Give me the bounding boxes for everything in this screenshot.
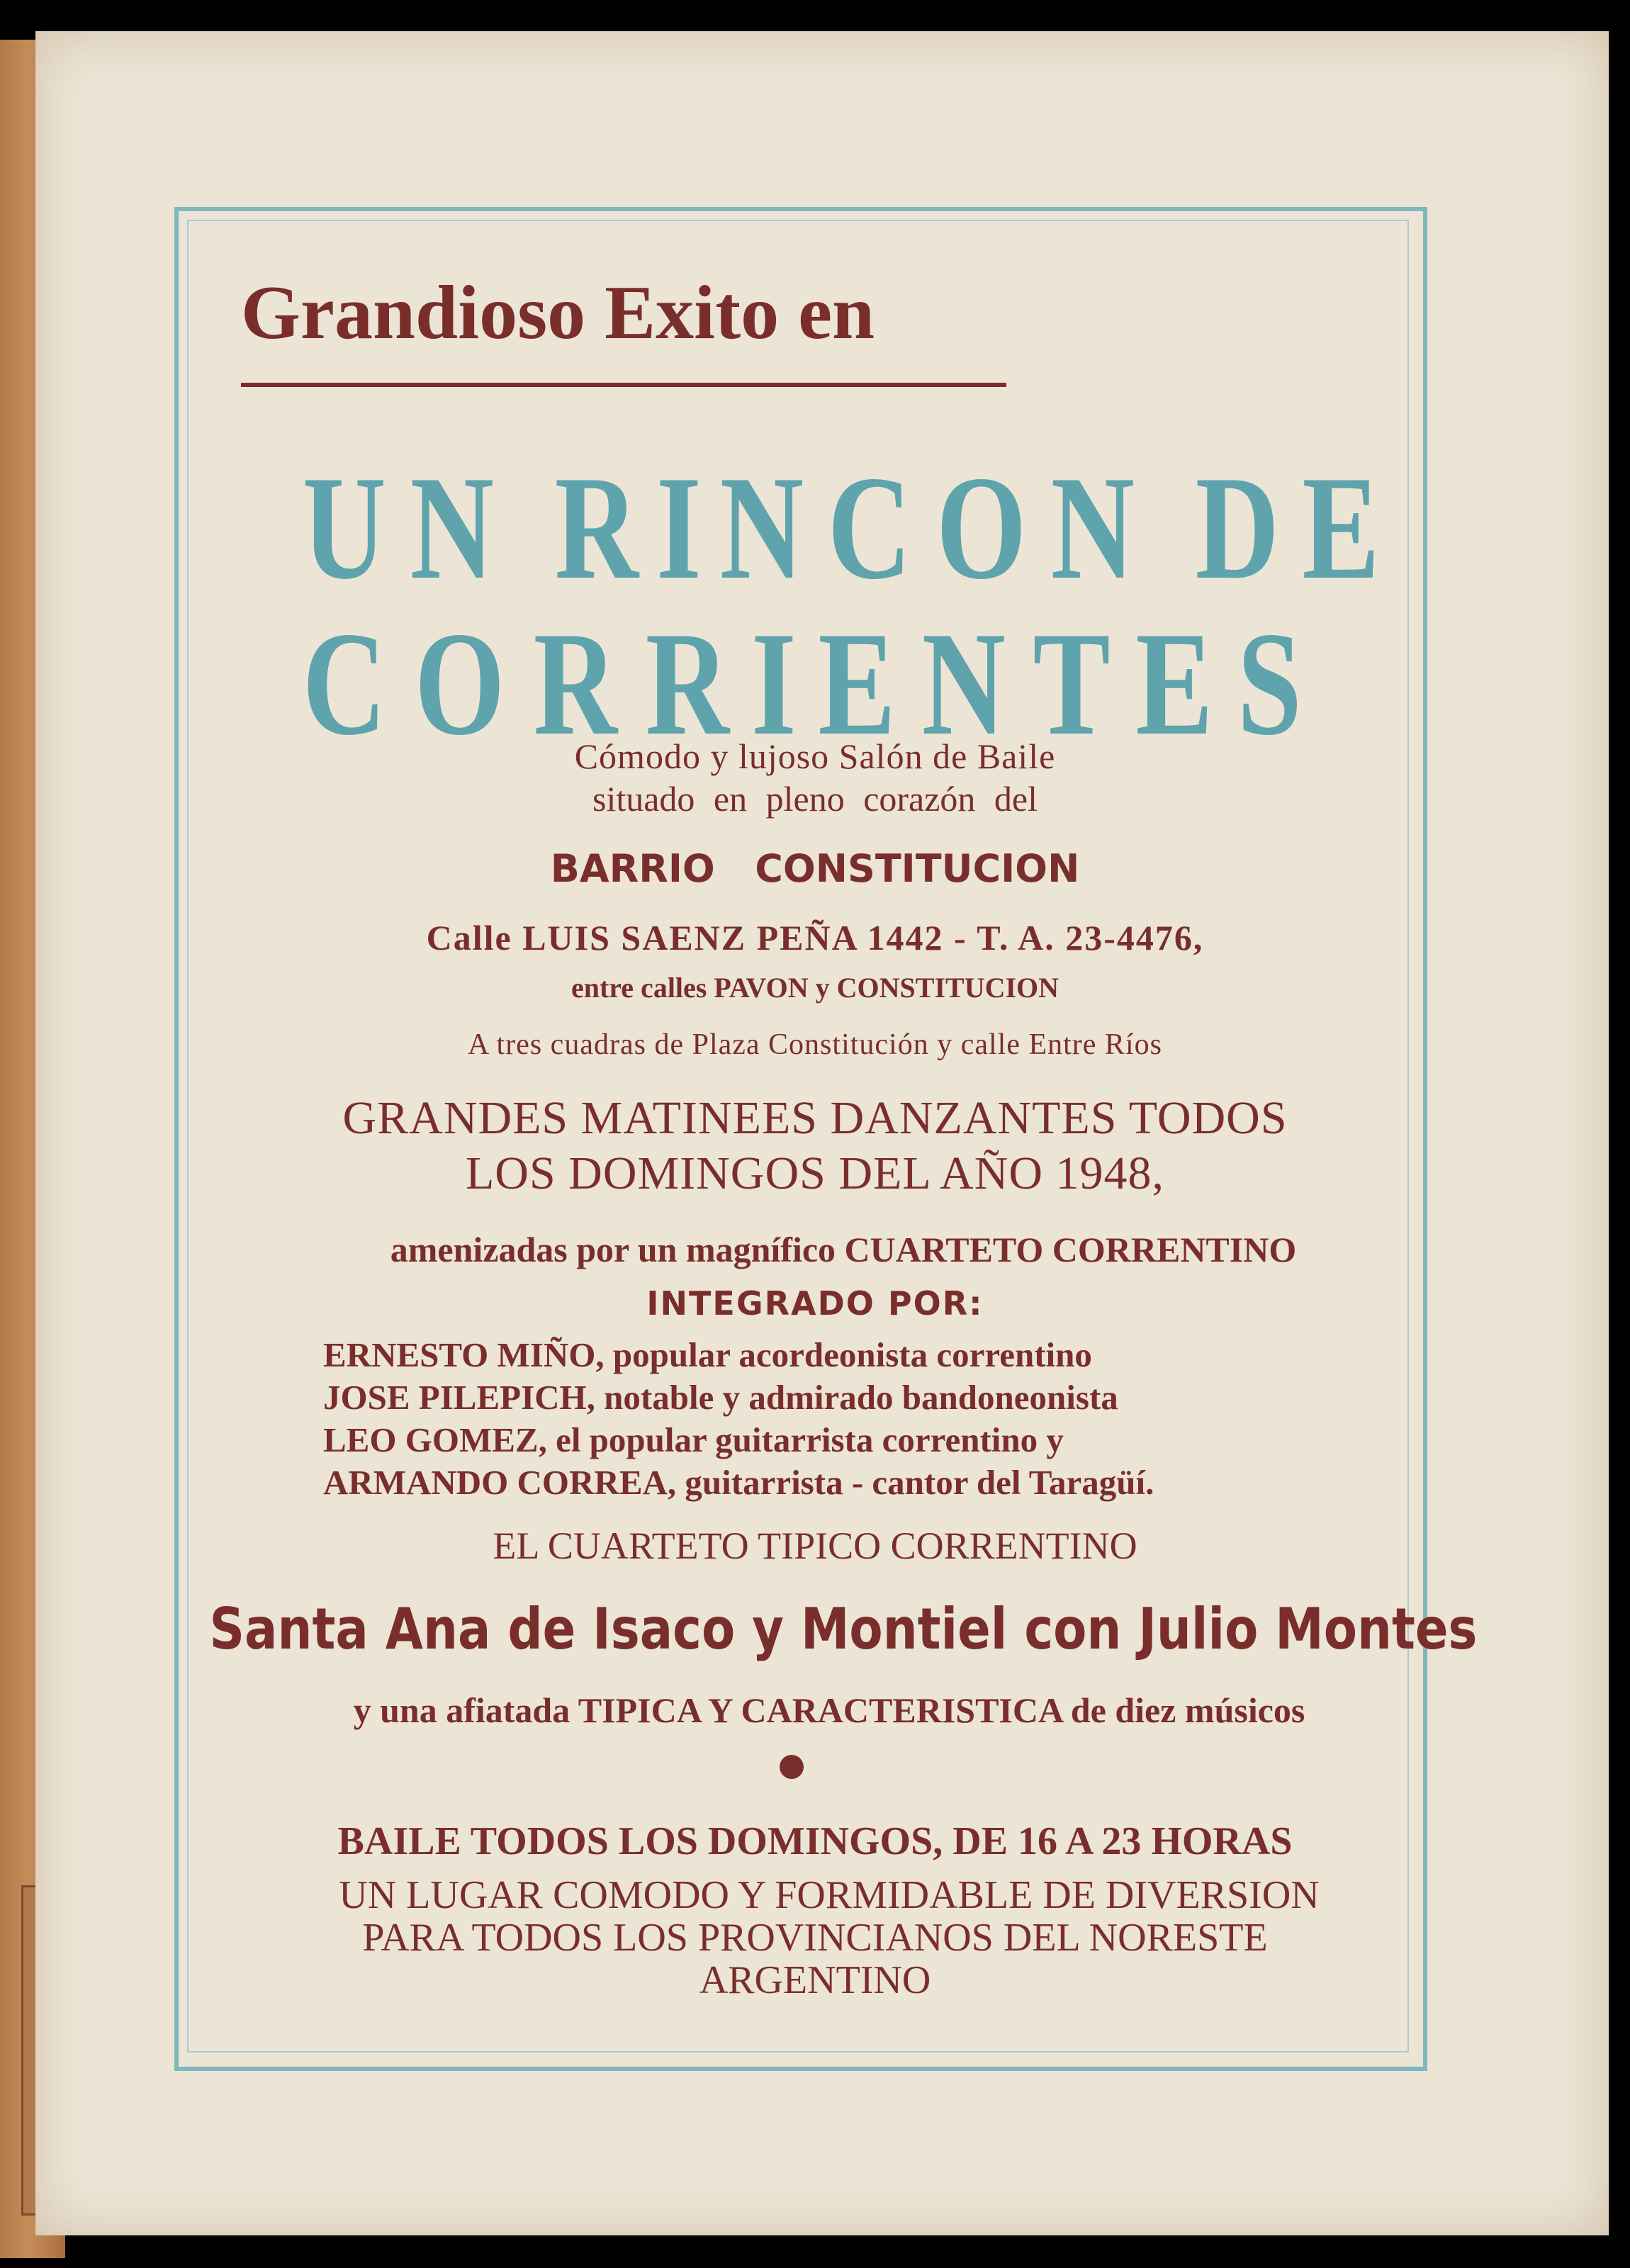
title-letter: E (1302, 446, 1380, 610)
closing-line-1: UN LUGAR COMODO Y FORMIDABLE DE DIVERSION (339, 1873, 1320, 1917)
title-letter: N (719, 446, 804, 610)
member-item: JOSE PILEPICH, notable y admirado bandoneonista (323, 1378, 1118, 1417)
title-letter: I (751, 602, 797, 766)
title-letter: N (410, 446, 494, 610)
title-letter: I (656, 446, 702, 610)
title-letter: R (554, 446, 639, 610)
matinees-line-1: GRANDES MATINEES DANZANTES TODOS (342, 1092, 1288, 1144)
title-letter: S (1237, 602, 1303, 766)
description-line-2: situado en pleno corazón del (592, 779, 1038, 819)
title-letter: E (817, 602, 896, 766)
title-letter: U (302, 446, 386, 610)
members-list (323, 1334, 1154, 1504)
title-letter (510, 454, 539, 602)
title-letter: D (1195, 446, 1280, 610)
schedule: BAILE TODOS LOS DOMINGOS, DE 16 A 23 HORAS (337, 1819, 1293, 1863)
member-item: ARMANDO CORREA, guitarrista - cantor del Taragüí. (323, 1463, 1154, 1502)
title-letter: R (534, 602, 618, 766)
title-line-1 (291, 446, 1380, 610)
distance-note: A tres cuadras de Plaza Constitución y calle Entre Ríos (468, 1028, 1162, 1061)
matinees-line-2: LOS DOMINGOS DEL AÑO 1948, (465, 1147, 1165, 1199)
description-line-1: Cómodo y lujoso Salón de Baile (574, 736, 1056, 776)
bullet-dot (780, 1755, 804, 1779)
title-letter: O (415, 602, 505, 766)
title-letter: C (827, 446, 911, 610)
title-letter: R (645, 602, 729, 766)
title-letter: N (921, 602, 1006, 766)
closing-line-3: ARGENTINO (699, 1958, 931, 2002)
orchestra-note: y una afiatada TIPICA Y CARACTERISTICA de diez músicos (353, 1690, 1305, 1730)
title-letter (1150, 454, 1179, 602)
typical-quartet: EL CUARTETO TIPICO CORRENTINO (493, 1525, 1137, 1567)
headline: Grandioso Exito en (241, 271, 875, 355)
title-letter: C (302, 602, 386, 766)
barrio: BARRIO CONSTITUCION (550, 846, 1080, 891)
closing-line-2: PARA TODOS LOS PROVINCIANOS DEL NORESTE (362, 1916, 1268, 1960)
member-item: LEO GOMEZ, el popular guitarrista correntino y (323, 1420, 1064, 1459)
headline-underline (241, 383, 1006, 387)
title-letter: N (1050, 446, 1135, 610)
integrated-by: INTEGRADO POR: (646, 1284, 984, 1323)
title-letter: T (1033, 602, 1111, 766)
member-item: ERNESTO MIÑO, popular acordeonista correntino (323, 1335, 1092, 1374)
quartet-intro: amenizadas por un magnífico CUARTETO CORRENTINO (390, 1230, 1297, 1269)
featured-artists: Santa Ana de Isaco y Montiel con Julio Montes (209, 1596, 1478, 1662)
title-letter: O (935, 446, 1026, 610)
title-letter: E (1135, 602, 1214, 766)
address: Calle LUIS SAENZ PEÑA 1442 - T. A. 23-4476, (426, 918, 1204, 958)
between-streets: entre calles PAVON y CONSTITUCION (570, 972, 1060, 1004)
